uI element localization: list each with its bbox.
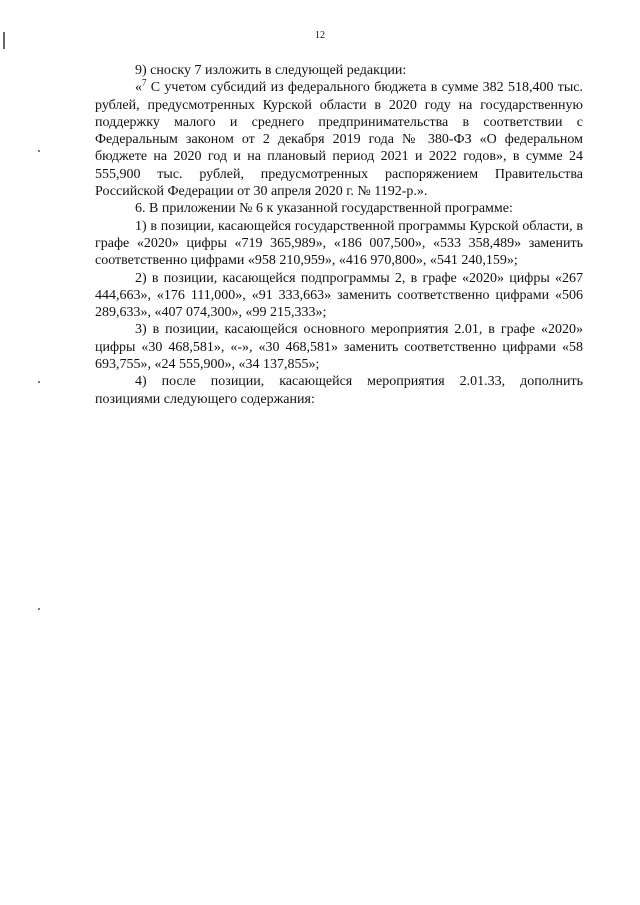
footnote-marker: 7 xyxy=(142,77,147,88)
document-body xyxy=(95,62,583,408)
page-number: 12 xyxy=(315,30,325,41)
paragraph-appendix-6: 6. В приложении № 6 к указанной государственной программе: xyxy=(135,201,513,217)
paragraph-item-1: 1) в позиции, касающейся государственной программы Курской области, в графе «2020» цифры «719 365,989», «186 007,500», «533 358,489» заменить соответственно цифрами «958 210,959», «416 970,800», «541 240,159»; xyxy=(95,218,583,269)
scan-margin-dot xyxy=(38,608,40,610)
footnote-text: С учетом субсидий из федерального бюджета в сумме 382 518,400 тыс. рублей, предусмотренных Курской области в 2020 году на государственную поддержку малого и среднего предпринимательства в соответствии с Федеральным законом от 2 декабря 2019 года № 380-ФЗ «О федеральном бюджете на 2020 год и на плановый период 2021 и 2022 годов», в сумме 24 555,900 тыс. рублей, предусмотренных распоряжением Правительства Российской Федерации от 30 апреля 2020 г. № 1192-р.». xyxy=(95,80,584,200)
paragraph-footnote-instruction: 9) сноску 7 изложить в следующей редакции: xyxy=(135,63,407,78)
paragraph-item-2: 2) в позиции, касающейся подпрограммы 2, в графе «2020» цифры «267 444,663», «176 111,000», «91 333,663» заменить соответственно цифрами «506 289,633», «407 074,300», «99 215,333»; xyxy=(95,270,583,321)
paragraph-footnote-text xyxy=(95,79,583,200)
opening-quote: « xyxy=(135,80,142,96)
scan-margin-mark xyxy=(3,32,5,49)
scan-margin-dot xyxy=(38,381,40,383)
paragraph-item-4: 4) после позиции, касающейся мероприятия 2.01.33, дополнить позициями следующего содержания: xyxy=(95,374,583,407)
scan-margin-dot xyxy=(38,150,40,152)
paragraph-item-3: 3) в позиции, касающейся основного мероприятия 2.01, в графе «2020» цифры «30 468,581», «-», «30 468,581» заменить соответственно цифрами «58 693,755», «24 555,900», «34 137,855»; xyxy=(95,322,583,373)
